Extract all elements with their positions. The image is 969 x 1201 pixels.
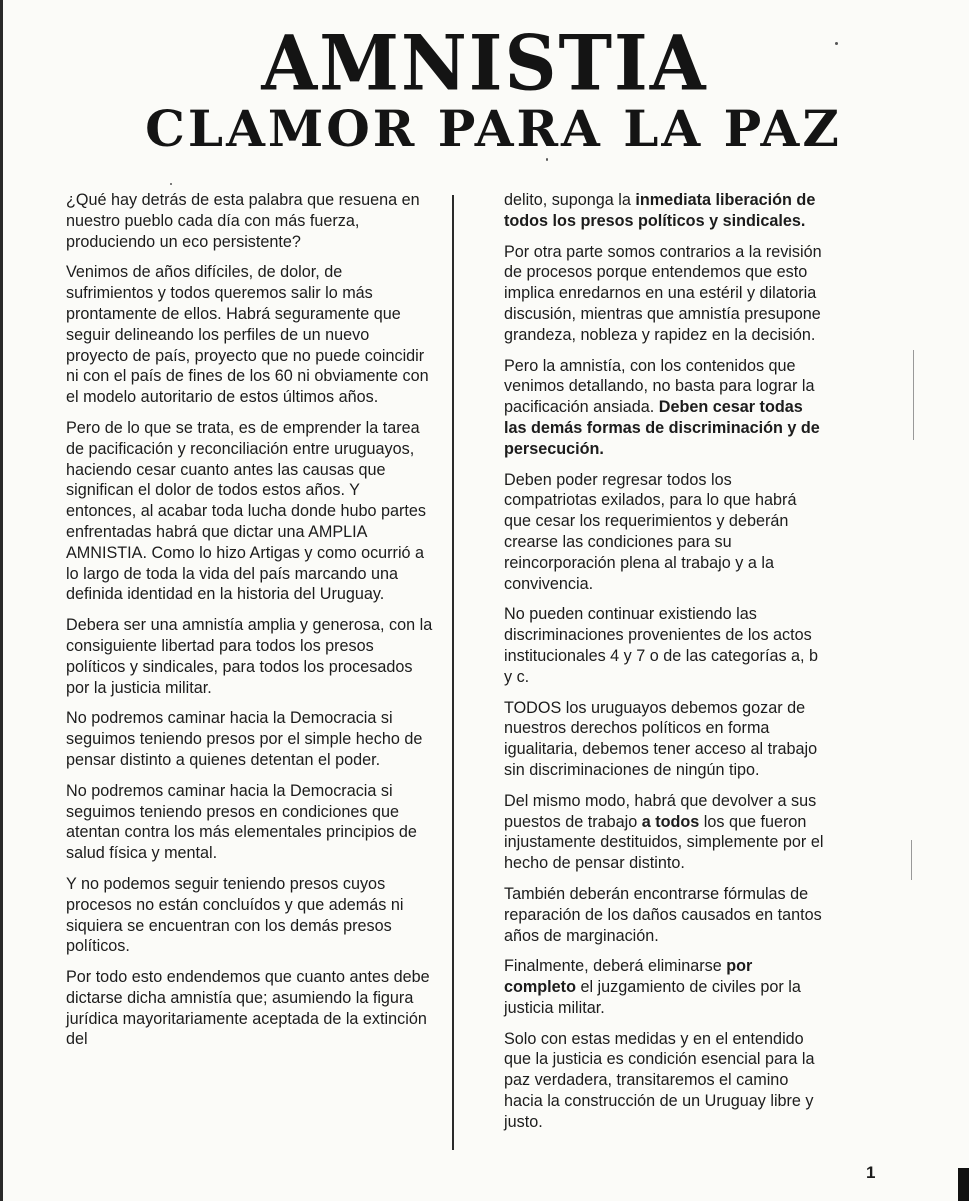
text-run: No podremos caminar hacia la Democracia si seguimos teniendo presos en condiciones que atentan contra los más elementales principios de salud física y mental. [66,781,417,863]
paragraph [504,884,824,946]
paragraph [66,874,434,957]
text-run: Deben poder regresar todos los compatriotas exilados, para lo que habrá que cesar los requerimientos y deberán crearse las condiciones para su reincorporación plena al trabajo y a la convivencia. [504,470,797,593]
bold-text: Deben cesar todas las demás formas de discriminación y de persecución. [504,398,820,458]
scan-speck [170,183,172,185]
text-run: el juzgamiento de civiles por la justicia militar. [504,978,801,1017]
paragraph [66,967,434,1050]
paragraph [504,698,824,781]
text-run: TODOS los uruguayos debemos gozar de nuestros derechos políticos en forma igualitaria, debemos tener acceso al trabajo sin discriminaciones de ningún tipo. [504,698,818,779]
text-run: Por otra parte somos contrarios a la revisión de procesos porque entendemos que esto implica enredarnos en una estéril y dilatoria discusión, mientras que amnistía presupone grandeza, nobleza y rapidez en la decisión. [504,242,822,344]
right-column [504,190,824,1143]
column-divider [452,195,454,1150]
paragraph [504,190,824,232]
text-run: No podremos caminar hacia la Democracia si seguimos teniendo presos por el simple hecho de pensar distinto a quienes detentan el poder. [66,709,423,769]
text-run: Del mismo modo, habrá que devolver a sus puestos de trabajo [504,791,817,831]
text-run: los que fueron injustamente destituidos, simplemente por el hecho de pensar distinto. [504,812,824,873]
text-run: delito, suponga la [504,191,636,209]
scan-speck [546,158,548,161]
paragraph [504,604,824,687]
scan-speck [835,42,838,45]
paragraph [66,615,434,698]
scan-corner-mark [958,1168,969,1201]
bold-text: por completo [504,957,753,997]
text-run: Pero de lo que se trata, es de emprender la tarea de pacificación y reconciliación entre uruguayos, haciendo cesar cuanto antes las causas que significan el dolor de todos estos años. Y entonces, al acabar toda lucha donde hubo partes enfrentadas habrá que dictar una AMPLIA AMNISTIA. Como lo hizo Artigas y como ocurrió a lo largo de toda la vida del país marcando una definida identidad en la historia del Uruguay. [66,418,426,604]
paragraph [504,356,824,460]
paragraph [66,190,434,252]
scan-margin-mark [911,840,912,880]
paragraph [504,791,824,874]
text-run: Venimos de años difíciles, de dolor, de sufrimientos y todos queremos salir lo más prontamente de ellos. Habrá seguramente que seguir delineando los perfiles de un nuevo proyecto de país, proyecto que no puede coincidir ni con el país de fines de los 60 ni obviamente con el modelo autoritario de estos últimos años. [66,263,429,407]
paragraph [504,470,824,595]
text-run: Solo con estas medidas y en el entendido que la justicia es condición esencial para la paz verdadera, transitaremos el camino hacia la construcción de un Uruguay libre y justo. [504,1029,815,1131]
document-subtitle: CLAMOR PARA LA PAZ [145,99,842,158]
paragraph [504,956,824,1018]
page-number: 1 [866,1163,876,1182]
bold-text: inmediata liberación de todos los presos políticos y sindicales. [504,191,816,230]
text-run: Finalmente, deberá eliminarse [504,957,727,976]
text-run: También deberán encontrarse fórmulas de reparación de los daños causados en tantos años de marginación. [504,884,822,945]
scan-margin-mark [913,350,914,440]
paragraph [66,781,434,864]
paragraph [66,262,434,408]
text-run: No pueden continuar existiendo las discriminaciones provenientes de los actos institucionales 4 y 7 o de las categorías a, b y c. [504,605,819,686]
text-run: Debera ser una amnistía amplia y generosa, con la consiguiente libertad para todos los presos políticos y sindicales, para todos los procesados por la justicia militar. [66,616,433,697]
paragraph [504,242,824,346]
paragraph [504,1029,824,1133]
document-title: AMNISTIA [261,17,708,108]
text-run: Por todo esto endendemos que cuanto antes debe dictarse dicha amnistía que; asumiendo la figura jurídica mayoritariamente aceptada de la extinción del [66,968,430,1049]
bold-text: a todos [641,812,700,831]
text-run: ¿Qué hay detrás de esta palabra que resuena en nuestro pueblo cada día con más fuerza, produciendo un eco persistente? [66,191,420,251]
text-run: Pero la amnistía, con los contenidos que venimos detallando, no basta para lograr la pacificación ansiada. [504,356,815,417]
left-column [66,190,434,1060]
text-run: Y no podemos seguir teniendo presos cuyos procesos no están concluídos y que además ni siquiera se encuentran con los demás presos políticos. [66,874,404,956]
paragraph [66,708,434,770]
scan-left-edge [0,0,3,1201]
paragraph [66,418,434,605]
